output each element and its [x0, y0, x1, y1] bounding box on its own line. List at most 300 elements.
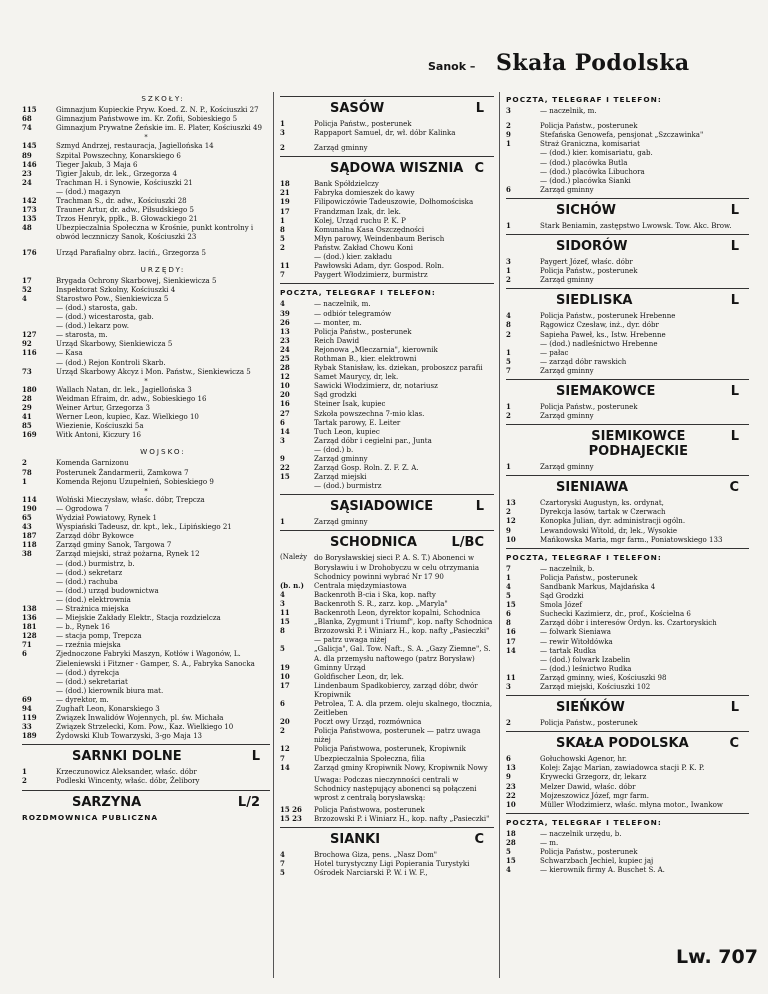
directory-entry — [280, 188, 494, 197]
entry-text: Policja Państw., posterunek Hrebenne — [540, 311, 676, 321]
directory-entry — [22, 105, 270, 114]
entry-text: Stark Beniamin, zastępstwo Lwowsk. Tow. Akc. Brow. — [540, 220, 732, 230]
directory-entry — [280, 859, 494, 868]
directory-entry — [22, 169, 270, 178]
place-name: SIEŃKÓW — [556, 700, 625, 716]
phone-number: 69 — [22, 694, 32, 704]
place-rule — [22, 790, 270, 791]
directory-entry — [22, 722, 270, 731]
entry-text: Policja Państwowa, posterunek, Kropiwnik — [314, 744, 466, 754]
directory-entry — [280, 672, 494, 681]
directory-entry — [22, 151, 270, 160]
phone-number: 9 — [506, 772, 511, 782]
phone-number: 19 — [280, 662, 290, 672]
phone-number: 15 — [280, 472, 290, 482]
phone-number: 1 — [506, 572, 511, 582]
place-exchange-type: L — [475, 499, 484, 515]
phone-number: 190 — [22, 503, 37, 513]
place-exchange-type: L — [251, 749, 260, 765]
entry-text: — rzeźnia miejska — [56, 640, 121, 650]
directory-entry — [280, 354, 494, 363]
entry-text: — m. — [540, 837, 559, 847]
place-rule — [506, 379, 749, 380]
entry-text: Inspektorat Szkolny, Kościuszki 4 — [56, 284, 176, 294]
phone-number: 27 — [280, 408, 290, 418]
directory-entry — [22, 285, 270, 294]
phone-number: 14 — [506, 645, 516, 655]
phone-number: 68 — [22, 114, 32, 124]
entry-text: Suchecki Kazimierz, dr., prof., Kościelna 6 — [540, 609, 691, 619]
place-name: SIEMIKOWCE PODHAJECKIE — [588, 429, 689, 460]
directory-entry — [280, 699, 494, 717]
place-exchange-type: L — [730, 383, 739, 399]
directory-entry — [280, 270, 494, 279]
entry-text: Komenda Garnizonu — [56, 458, 129, 468]
phone-number: 5 — [280, 644, 285, 654]
subsection-heading: ROZDMOWNICA PUBLICZNA — [22, 812, 159, 822]
phone-number: 78 — [22, 467, 32, 477]
place-rule — [280, 827, 494, 828]
directory-entry — [22, 731, 270, 740]
phone-number: 136 — [22, 613, 37, 623]
place-name: SCHODNICA — [330, 535, 417, 551]
phone-number: 3 — [506, 106, 511, 116]
directory-entry — [22, 613, 270, 622]
directory-entry — [506, 829, 749, 838]
directory-entry — [22, 568, 270, 577]
directory-entry — [22, 358, 270, 367]
phone-number: 21 — [280, 188, 290, 198]
entry-text: Urząd Parafialny obrz. łaciń., Grzegorza 5 — [56, 247, 206, 257]
section-heading: WOJSKO: — [140, 447, 186, 457]
phone-number: 5 — [506, 591, 511, 601]
phone-number: 7 — [280, 753, 285, 763]
entry-text: — (dod.) sekretarz — [56, 567, 123, 577]
entry-text: — (dod.) kierownik biura mat. — [56, 685, 164, 695]
place-name: SIEMAKOWCE — [556, 383, 656, 399]
directory-entry — [280, 216, 494, 225]
directory-entry — [22, 767, 270, 776]
entry-text: — (dod.) starosta, gab. — [56, 302, 138, 312]
entry-text: Hotel turystyczny Ligi Popierania Turystyki — [314, 859, 470, 869]
entry-text: Wolński Mieczysław, właśc. dóbr, Trepcza — [56, 494, 205, 504]
column-divider-1 — [273, 92, 274, 978]
phone-number: 65 — [22, 513, 32, 523]
directory-entry — [280, 581, 494, 590]
directory-entry — [22, 540, 270, 549]
phone-number: 114 — [22, 494, 37, 504]
entry-text: Tieger Jakub, 3 Maja 6 — [56, 159, 138, 169]
entry-text: — Miejskie Zakłady Elektr., Stacja rozdzielcza — [56, 613, 221, 623]
entry-text: Urząd Skarbowy Akcyz i Mon. Państw., Sienkiewicza 5 — [56, 366, 251, 376]
entry-text: Kolej: Zając Marian, zawiadowca stacji P. K. P. — [540, 763, 705, 773]
directory-entry — [22, 412, 270, 421]
place-rule — [506, 731, 749, 732]
entry-text: Tartak parowy, E. Leiter — [314, 417, 401, 427]
phone-number: 1 — [506, 347, 511, 357]
phone-number: 39 — [280, 308, 290, 318]
directory-entry — [506, 838, 749, 847]
phone-number: 4 — [280, 589, 285, 599]
phone-number: 142 — [22, 196, 37, 206]
directory-entry — [506, 682, 749, 691]
spacer — [22, 257, 270, 263]
entry-text: Weidman Efraim, dr. adw., Sobieskiego 16 — [56, 393, 207, 403]
place-name: SARNKI DOLNE — [72, 749, 182, 765]
directory-entry — [506, 516, 749, 525]
column-3 — [506, 92, 749, 874]
entry-text: Frandzman Izak, dr. lek. — [314, 206, 401, 216]
phone-number: 15 — [506, 600, 516, 610]
directory-entry — [22, 522, 270, 531]
entry-text: Sapieha Paweł, ks., Istw. Hrebenne — [540, 329, 666, 339]
directory-entry — [280, 590, 494, 599]
entry-text: Czartoryski Augustyn, ks. ordynat, — [540, 498, 664, 508]
directory-entry — [280, 119, 494, 128]
directory-entry — [506, 573, 749, 582]
directory-entry — [506, 266, 749, 275]
entry-text: Zarząd gminny, wieś, Kościuszki 98 — [540, 672, 667, 682]
place-rule — [22, 744, 270, 745]
directory-entry — [22, 223, 270, 241]
section-heading: SZKOŁY: — [141, 94, 185, 103]
directory-entry — [22, 640, 270, 649]
entry-text: Zarząd dóbr i interesów Ordyn. ks. Czartoryskich — [540, 618, 717, 628]
entry-text: Sąd grodzki — [314, 390, 357, 400]
phone-number: 6 — [506, 184, 511, 194]
phone-number: 5 — [506, 356, 511, 366]
entry-text: — (dod.) dyrekcja — [56, 667, 120, 677]
phone-number: 180 — [22, 384, 37, 394]
phone-number: 8 — [280, 224, 285, 234]
entry-text: Brochowa Giza, pens. „Nasz Dom" — [314, 850, 437, 860]
place-name: SARZYNA — [72, 794, 142, 810]
directory-entry — [280, 814, 494, 823]
directory-entry — [506, 627, 749, 636]
directory-entry — [22, 677, 270, 686]
place-heading — [280, 161, 494, 176]
phone-number: (Należy — [280, 553, 308, 562]
separator-star: * — [144, 485, 148, 495]
directory-entry — [280, 626, 494, 644]
phone-number: 181 — [22, 622, 37, 632]
entry-text: — (dod.) nadleśnictwo Hrebenne — [540, 338, 658, 348]
entry-text: — naczelnik, m. — [540, 106, 597, 116]
directory-entry — [506, 462, 749, 471]
directory-entry — [506, 718, 749, 727]
entry-text: Związek Inwalidów Wojennych, pl. św. Michała — [56, 713, 224, 723]
phone-number: 13 — [280, 326, 290, 336]
section-rule — [280, 283, 494, 284]
directory-entry — [22, 695, 270, 704]
directory-entry — [280, 309, 494, 318]
phone-number: 11 — [280, 261, 290, 271]
place-exchange-type: C — [729, 480, 739, 496]
entry-text: Trachman H. i Synowie, Kościuszki 21 — [56, 177, 193, 187]
entry-text: Rągowicz Czesław, inż., dyr. dóbr — [540, 320, 659, 330]
directory-entry — [22, 385, 270, 394]
phone-number: 23 — [506, 781, 516, 791]
phone-number: 8 — [280, 626, 285, 636]
entry-text: Policja Państw., posterunek — [540, 718, 638, 728]
phone-number: 12 — [280, 744, 290, 754]
phone-number: 6 — [22, 649, 27, 659]
phone-number: 92 — [22, 339, 32, 349]
entry-text: Poczt owy Urząd, rozmównica — [314, 717, 422, 727]
phone-number: 17 — [22, 275, 32, 285]
separator-star: * — [144, 375, 148, 385]
phone-number: 1 — [506, 462, 511, 472]
entry-text: — Kasa — [56, 348, 83, 358]
directory-entry — [280, 418, 494, 427]
phone-number: 13 — [506, 763, 516, 773]
entry-text: — (dod.) b. — [314, 444, 354, 454]
entry-text: Zarząd miejski, straż pożarna, Rynek 12 — [56, 549, 200, 559]
phone-number: 2 — [506, 411, 511, 421]
phone-number: 10 — [506, 799, 516, 809]
place-name: SKAŁA PODOLSKA — [556, 736, 689, 752]
phone-number: 2 — [506, 718, 511, 728]
entry-text: Dyrekcja lasów, tartak w Czerwach — [540, 507, 666, 517]
directory-entry — [506, 791, 749, 800]
directory-entry — [22, 513, 270, 522]
phone-number: 187 — [22, 531, 37, 541]
directory-entry — [280, 868, 494, 877]
directory-entry — [506, 320, 749, 329]
phone-number: 1 — [280, 119, 285, 128]
entry-text: Stefańska Genowefa, pensjonat „Szczawinka" — [540, 130, 704, 140]
entry-text: Mańkowska Maria, mgr farm., Poniatowskiego 133 — [540, 534, 723, 544]
section-heading: URZĘDY: — [140, 264, 186, 274]
phone-number: 28 — [506, 837, 516, 847]
directory-entry — [506, 847, 749, 856]
phone-number: 15 23 — [280, 814, 302, 824]
directory-entry — [280, 143, 494, 152]
directory-entry — [22, 214, 270, 223]
spacer — [22, 439, 270, 445]
phone-number: 22 — [506, 790, 516, 800]
phone-number: 8 — [506, 320, 511, 330]
phone-number: 11 — [280, 608, 290, 618]
phone-number: 1 — [506, 139, 511, 149]
subsection-heading: POCZTA, TELEGRAF I TELEFON: — [506, 817, 662, 827]
phone-number: 2 — [280, 242, 285, 252]
directory-entry — [506, 148, 749, 157]
directory-entry — [280, 754, 494, 763]
directory-entry — [22, 205, 270, 214]
directory-entry — [280, 179, 494, 188]
directory-entry — [506, 535, 749, 544]
entry-text: Żydowski Klub Towarzyski, 3-go Maja 13 — [56, 731, 203, 741]
directory-entry — [22, 549, 270, 558]
entry-text: Brygada Ochrony Skarbowej, Sienkiewicza 5 — [56, 275, 217, 285]
entry-text: Zjednoczone Fabryki Maszyn, Kotłów i Wagonów, L. Zieleniewski i Fitzner - Gamper, S. A., Fabryka Sanocka — [56, 649, 255, 668]
entry-text: Urząd Skarbowy, Sienkiewicza 5 — [56, 339, 173, 349]
directory-entry — [22, 704, 270, 713]
phone-number: 38 — [22, 549, 32, 559]
directory-entry — [280, 436, 494, 445]
directory-entry — [22, 604, 270, 613]
entry-text: Petrolea, T. A. dla przem. oleju skalnego, tłocznia, Zeitleben — [314, 698, 493, 718]
phone-number: 71 — [22, 640, 32, 650]
directory-entry — [280, 128, 494, 137]
phone-number: (b. n.) — [280, 580, 304, 590]
directory-entry — [22, 160, 270, 169]
directory-entry — [280, 472, 494, 481]
directory-entry — [280, 744, 494, 753]
place-heading — [22, 749, 270, 764]
place-heading — [506, 293, 749, 308]
phone-number: 18 — [506, 828, 516, 838]
phone-number: 48 — [22, 223, 32, 233]
directory-entry — [22, 622, 270, 631]
place-exchange-type: L — [730, 429, 739, 445]
entry-text: Backenroth S. R., zarz. kop. „Maryla" — [314, 598, 448, 608]
entry-text: Policja Państw., posterunek — [540, 847, 638, 857]
phone-number: 12 — [506, 516, 516, 526]
entry-text: — rewir Witołdówka — [540, 636, 613, 646]
phone-number: 2 — [22, 776, 27, 786]
directory-entry — [22, 468, 270, 477]
entry-text: Policja Państwowa, posterunek — patrz uwaga niżej — [314, 726, 481, 745]
place-rule — [506, 234, 749, 235]
directory-entry — [22, 595, 270, 604]
directory-entry — [506, 106, 749, 115]
directory-entry — [280, 726, 494, 744]
directory-entry — [506, 130, 749, 139]
directory-entry — [22, 430, 270, 439]
directory-entry — [506, 772, 749, 781]
entry-text: Bank Spółdzielczy — [314, 179, 379, 189]
directory-entry — [506, 800, 749, 809]
directory-entry — [506, 600, 749, 609]
phone-number: 2 — [506, 275, 511, 285]
entry-text: Konopka Julian, dyr. administracji ogóln. — [540, 516, 686, 526]
directory-entry — [280, 681, 494, 699]
directory-entry — [280, 599, 494, 608]
entry-text: Policja Państwowa, posterunek — [314, 805, 425, 814]
directory-entry — [22, 294, 270, 303]
phone-number: 14 — [280, 426, 290, 436]
directory-entry — [506, 176, 749, 185]
directory-entry — [280, 252, 494, 261]
directory-entry — [506, 637, 749, 646]
phone-number: 89 — [22, 150, 32, 160]
entry-text: Ośrodek Narciarski P. W. i W. F., — [314, 868, 428, 878]
entry-text: Posterunek Żandarmerii, Zamkowa 7 — [56, 467, 189, 477]
directory-entry — [506, 526, 749, 535]
directory-entry — [506, 673, 749, 682]
directory-entry — [280, 445, 494, 454]
place-exchange-type: L — [730, 700, 739, 716]
entry-text: — (dod.) magazyn — [56, 186, 121, 196]
place-heading — [506, 203, 749, 218]
entry-text: „Galicja", Gal. Tow. Naft., S. A. „Gazy Ziemne", S. A. dla przemysłu naftowego (patrz Borysław) — [314, 644, 491, 663]
entry-text: Zarząd gminny — [314, 517, 368, 527]
entry-text: Policja Państw., posterunek — [314, 119, 412, 128]
entry-text: Tigier Jakub, dr. lek., Grzegorza 4 — [56, 168, 177, 178]
entry-text: Gimnazjum Prywatne Żeńskie im. E. Plater, Kościuszki 49 — [56, 123, 262, 133]
entry-text: — starosta, m. — [56, 330, 108, 340]
entry-text: Trauner Artur, dr. adw., Piłsudskiego 5 — [56, 205, 194, 215]
directory-entry — [22, 577, 270, 586]
entry-text: Zarząd Gosp. Roln. Z. F. Z. A. — [314, 463, 419, 473]
place-rule — [506, 475, 749, 476]
directory-entry — [280, 553, 494, 580]
subsection-heading: POCZTA, TELEGRAF I TELEFON: — [506, 95, 662, 104]
directory-entry — [506, 167, 749, 176]
phone-number: 2 — [280, 726, 285, 736]
phone-number: 3 — [280, 128, 285, 138]
entry-text: Melzer Dawid, właśc. dóbr — [540, 781, 636, 791]
entry-text: Mojzeszowicz Józef, mgr farm. — [540, 790, 649, 800]
phone-number: 23 — [280, 335, 290, 345]
place-name: SIANKI — [330, 832, 381, 848]
entry-text: — naczelnik urzędu, b. — [540, 828, 622, 838]
directory-entry — [506, 158, 749, 167]
entry-text: Backenroth Leon, dyrektor kopalni, Schodnica — [314, 608, 481, 618]
section-rule — [506, 548, 749, 549]
directory-entry — [280, 225, 494, 234]
place-heading — [22, 795, 270, 810]
place-exchange-type: C — [474, 161, 484, 177]
phone-number: 4 — [506, 865, 511, 875]
directory-entry — [506, 357, 749, 366]
entry-text: Kolej, Urząd ruchu P. K. P — [314, 215, 406, 225]
entry-text: Policja Państw., posterunek — [314, 326, 412, 336]
directory-entry — [22, 303, 270, 312]
phone-number: 33 — [22, 722, 32, 732]
subsection-heading: POCZTA, TELEGRAF I TELEFON: — [506, 552, 662, 562]
directory-entry — [22, 339, 270, 348]
place-name: SICHÓW — [556, 202, 617, 218]
entry-text: — dyrektor, m. — [56, 694, 109, 704]
phone-number: 94 — [22, 704, 32, 713]
entry-text: Weiner Artur, Grzegorza 3 — [56, 403, 150, 412]
entry-text: Pawłowski Adam, dyr. Gospod. Roln. — [314, 261, 444, 271]
entry-text: Wydział Powiatowy, Rynek 1 — [56, 513, 157, 523]
entry-text: Rybak Stanisław, ks. dziekan, proboszcz parafii — [314, 363, 483, 373]
phone-number: 15 — [506, 856, 516, 866]
directory-entry — [22, 458, 270, 467]
phone-number: 10 — [280, 671, 290, 681]
entry-text: Komenda Rejonu Uzupełnień, Sobieskiego 9 — [56, 476, 214, 486]
entry-text: — pałac — [540, 347, 569, 357]
entry-text: Reich Dawid — [314, 335, 360, 345]
place-heading — [506, 480, 749, 495]
header-left: Sanok – — [428, 60, 476, 73]
entry-text: Policja Państw., posterunek — [540, 266, 638, 276]
phone-number: 5 — [506, 847, 511, 857]
phone-number: 4 — [280, 299, 285, 309]
phone-number: 6 — [280, 417, 285, 427]
directory-entry — [280, 234, 494, 243]
directory-entry — [506, 330, 749, 339]
directory-entry — [280, 207, 494, 216]
directory-entry — [280, 663, 494, 672]
phone-number: 2 — [506, 329, 511, 339]
page-header — [0, 0, 768, 90]
entry-text: Policja Państw., posterunek — [540, 121, 638, 131]
directory-entry — [506, 591, 749, 600]
directory-entry — [280, 197, 494, 206]
directory-entry — [280, 381, 494, 390]
entry-text: Komunalna Kasa Oszczędności — [314, 224, 425, 234]
directory-entry — [280, 481, 494, 490]
entry-text: Zarząd miejski — [314, 472, 367, 482]
directory-entry — [22, 187, 270, 196]
phone-number: 20 — [280, 717, 290, 727]
